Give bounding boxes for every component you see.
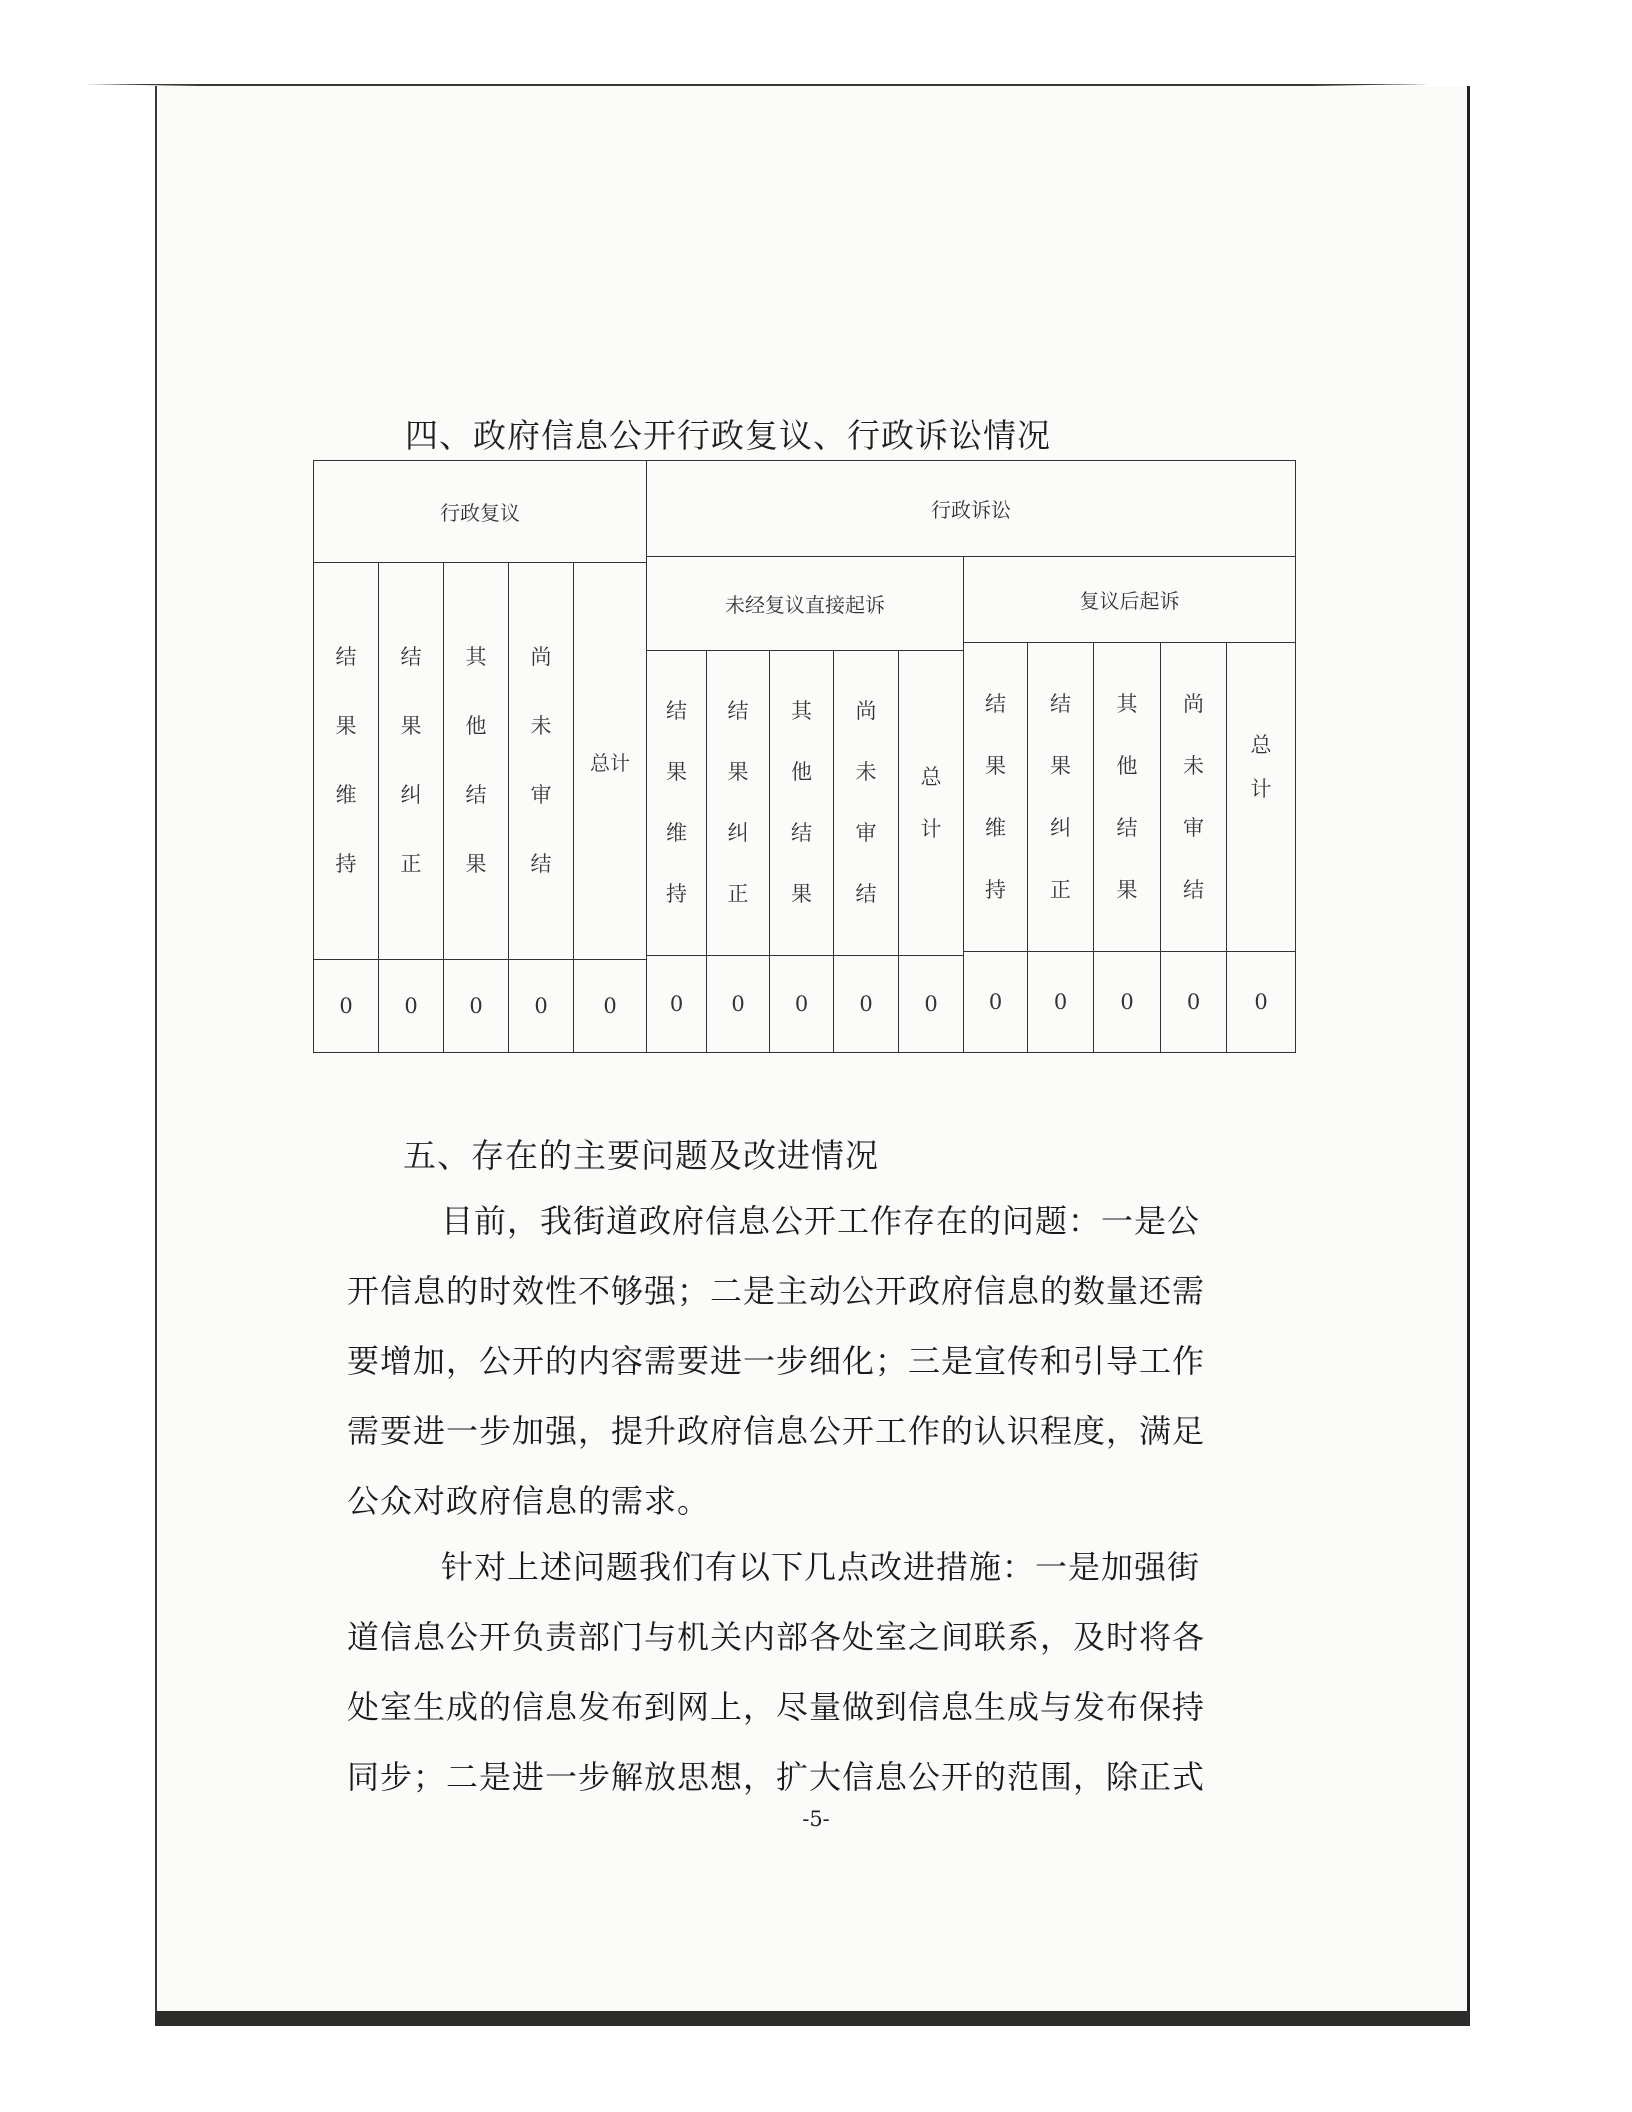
col-review-upheld: 结 果 维 持: [313, 562, 379, 960]
value-after-pending: 0: [1160, 951, 1227, 1053]
col-after-corrected: 结 果 纠 正: [1027, 642, 1094, 952]
value-after-other: 0: [1093, 951, 1161, 1053]
value-review-upheld: 0: [313, 959, 379, 1053]
review-litigation-table: [313, 460, 1296, 1053]
scan-background-bottom: [155, 2011, 1470, 2026]
paragraph-line: 公众对政府信息的需求。: [347, 1482, 711, 1520]
section-5-title: 五、存在的主要问题及改进情况: [403, 1136, 879, 1175]
value-after-corrected: 0: [1027, 951, 1094, 1053]
col-direct-other: 其 他 结 果: [769, 650, 834, 956]
value-direct-pending: 0: [833, 955, 899, 1053]
paragraph-line: 道信息公开负责部门与机关内部各处室之间联系，及时将各: [347, 1618, 1206, 1656]
paragraph-line: 要增加，公开的内容需要进一步细化；三是宣传和引导工作: [347, 1342, 1206, 1380]
paragraph-line: 需要进一步加强，提升政府信息公开工作的认识程度，满足: [347, 1412, 1206, 1450]
paragraph-problems: [347, 1186, 1257, 1536]
value-review-pending: 0: [508, 959, 574, 1053]
col-review-total: 总计: [573, 562, 647, 960]
paragraph-line: 处室生成的信息发布到网上，尽量做到信息生成与发布保持: [347, 1688, 1206, 1726]
value-direct-upheld: 0: [646, 955, 707, 1053]
page-number: -5-: [802, 1807, 830, 1831]
col-direct-total: 总 计: [898, 650, 964, 956]
col-review-corrected: 结 果 纠 正: [378, 562, 444, 960]
paragraph-line: 目前，我街道政府信息公开工作存在的问题：一是公: [441, 1202, 1201, 1240]
value-review-corrected: 0: [378, 959, 444, 1053]
header-administrative-litigation: 行政诉讼: [646, 460, 1296, 557]
paragraph-line: 同步；二是进一步解放思想，扩大信息公开的范围，除正式: [347, 1758, 1206, 1796]
header-direct-litigation: 未经复议直接起诉: [646, 556, 964, 651]
col-after-total: 总 计: [1226, 642, 1296, 952]
header-administrative-review: 行政复议: [313, 460, 647, 563]
col-after-other: 其 他 结 果: [1093, 642, 1161, 952]
col-review-other: 其 他 结 果: [443, 562, 509, 960]
value-direct-other: 0: [769, 955, 834, 1053]
paragraph-line: 针对上述问题我们有以下几点改进措施：一是加强街: [441, 1548, 1201, 1586]
paragraph-line: 开信息的时效性不够强；二是主动公开政府信息的数量还需: [347, 1272, 1206, 1310]
value-direct-total: 0: [898, 955, 964, 1053]
header-litigation-after-review: 复议后起诉: [963, 556, 1296, 643]
col-direct-pending: 尚 未 审 结: [833, 650, 899, 956]
value-review-other: 0: [443, 959, 509, 1053]
value-after-total: 0: [1226, 951, 1296, 1053]
section-4-title: 四、政府信息公开行政复议、行政诉讼情况: [405, 416, 1051, 455]
col-after-upheld: 结 果 维 持: [963, 642, 1028, 952]
col-after-pending: 尚 未 审 结: [1160, 642, 1227, 952]
value-review-total: 0: [573, 959, 647, 1053]
value-direct-corrected: 0: [706, 955, 770, 1053]
col-direct-corrected: 结 果 纠 正: [706, 650, 770, 956]
value-after-upheld: 0: [963, 951, 1028, 1053]
col-direct-upheld: 结 果 维 持: [646, 650, 707, 956]
col-review-pending: 尚 未 审 结: [508, 562, 574, 960]
paragraph-improvements: [347, 1532, 1257, 1812]
